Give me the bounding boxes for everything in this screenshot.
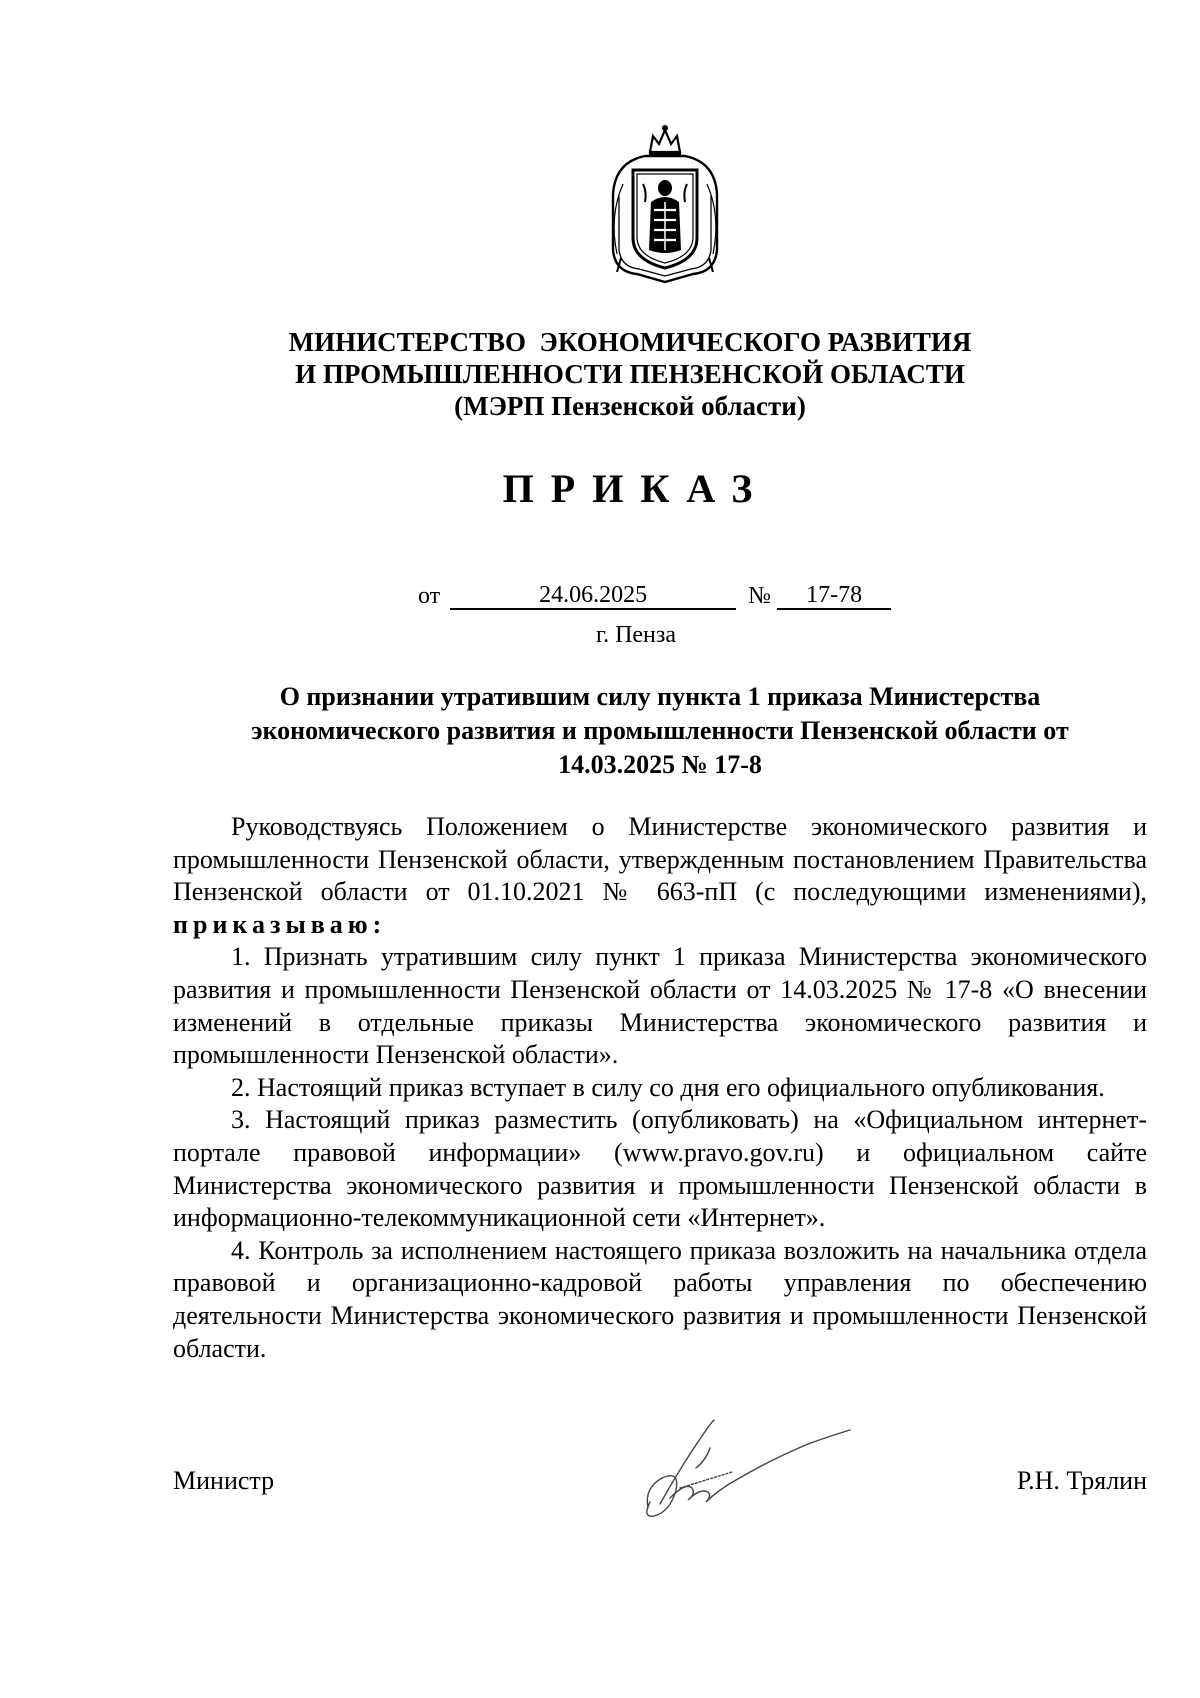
number-label: № xyxy=(748,583,772,609)
order-date: 24.06.2025 xyxy=(450,582,736,610)
preamble-paragraph xyxy=(173,811,1147,941)
order-item-1: 1. Признать утратившим силу пункт 1 приказа Министерства экономического развития и промышленности Пензенской области от 14.03.2025 № 17-8 «О внесении изменений в отдельные приказы Министерства экономического развития и промышленности Пензенской области». xyxy=(173,942,1147,1070)
order-subject xyxy=(175,680,1145,782)
command-word: приказываю: xyxy=(173,909,387,939)
subject-line1: О признании утратившим силу пункта 1 приказа Министерства xyxy=(279,682,1041,711)
order-date-number-line xyxy=(418,580,891,610)
ministry-header xyxy=(0,326,1200,422)
order-item-2: 2. Настоящий приказ вступает в силу со дня его официального опубликования. xyxy=(231,1072,1105,1102)
order-number: 17-78 xyxy=(777,582,891,610)
ministry-name-line2: И ПРОМЫШЛЕННОСТИ ПЕНЗЕНСКОЙ ОБЛАСТИ xyxy=(295,359,965,389)
signer-position: Министр xyxy=(173,1466,275,1495)
coat-of-arms-icon xyxy=(605,122,725,287)
order-item-3: 3. Настоящий приказ разместить (опубликовать) на «Официальном интернет-портале правовой информации» (www.pravo.gov.ru) и официальном сайте Министерства экономического развития и промышленности Пензенской области в информационно-телекоммуникационной сети «Интернет». xyxy=(173,1105,1147,1233)
order-body xyxy=(173,811,1147,1365)
date-label: от xyxy=(418,583,441,609)
ministry-short-name: (МЭРП Пензенской области) xyxy=(454,391,806,421)
signature-block xyxy=(173,1466,1147,1496)
subject-line2: экономического развития и промышленности Пензенской области от xyxy=(251,716,1069,745)
order-item-4: 4. Контроль за исполнением настоящего приказа возложить на начальника отдела правовой и организационно-кадровой работы управления по обеспечению деятельности Министерства экономического развития и промышленности Пензенской области. xyxy=(173,1235,1147,1363)
ministry-name-line1: МИНИСТЕРСТВО ЭКОНОМИЧЕСКОГО РАЗВИТИЯ xyxy=(288,327,972,357)
city: г. Пенза xyxy=(595,622,677,648)
signer-name: Р.Н. Трялин xyxy=(1016,1466,1147,1495)
document-type-title: ПРИКАЗ xyxy=(502,466,770,511)
preamble-text: Руководствуясь Положением о Министерстве экономического развития и промышленности Пензенской области, утвержденным постановлением Правительства Пензенской области от 01.10.2021 № 663-пП (с последующими изменениями), xyxy=(173,812,1147,907)
subject-line3: 14.03.2025 № 17-8 xyxy=(558,750,762,779)
